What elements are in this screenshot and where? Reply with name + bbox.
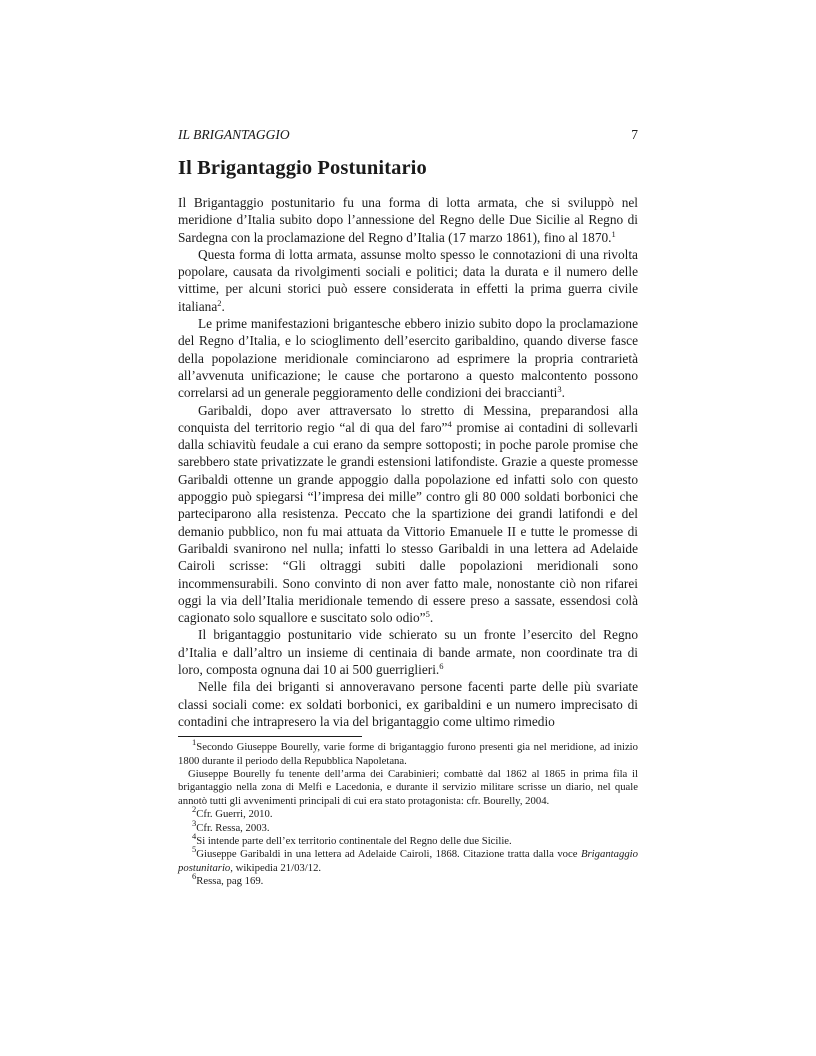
footnote-ref-1: 1	[611, 228, 616, 239]
running-header	[178, 127, 638, 145]
paragraph-1: Il Brigantaggio postunitario fu una forma di lotta armata, che si sviluppò nel meridione d’Italia subito dopo l’annessione del Regno delle Due Sicilie al Regno di Sardegna con la proclamazione del Regno d’Italia (17 marzo 1861), fino al 1870.$^1$	[178, 195, 638, 245]
footnote-5-italic: Brigantaggio postunitario	[178, 848, 638, 874]
footnote-2: $^2$Cfr. Guerri, 2010.	[192, 804, 273, 821]
chapter-title: Il Brigantaggio Postunitario	[178, 157, 427, 179]
paragraph-4: Garibaldi, dopo aver attraversato lo stretto di Messina, preparandosi alla conquista del territorio regio “al di qua del faro”$^4$ promise ai contadini di sollevarli dalla schiavitù feudale a cui erano da sempre sottoposti; in poche parole promise che sarebbero state privatizzate le grandi estensioni latifondiste. Grazie a queste promesse Garibaldi ottenne un grande appoggio dalla popolazione ed infatti solo con questo appoggio può spiegarsi “l’impresa dei mille” contro gli 80 000 soldati borbonici che parteciparono alla resistenza. Peccato che la spartizione dei grandi latifondi e del demanio pubblico, non fu mai attuata da Vittorio Emanuele II e tutte le promesse di Garibaldi svanirono nel nulla; infatti lo stesso Garibaldi in una lettera ad Adelaide Cairoli scrisse: “Gli oltraggi subiti dalle popolazioni meridionali sono incommensurabili. Sono convinto di non aver fatto male, nonostante ciò non rifarei oggi la via dell’Italia meridionale temendo di essere preso a sassate, essendosi colà cagionato solo squallore e suscitato solo odio”$^5$.	[178, 402, 638, 626]
footnote-ref-5: 5	[425, 609, 430, 620]
document-page	[178, 127, 638, 889]
footnote-6: $^6$Ressa, pag 169.	[192, 871, 264, 888]
footnote-4: $^4$Si intende parte dell’ex territorio continentale del Regno delle due Sicilie.	[192, 831, 512, 848]
footnote-ref-3: 3	[557, 384, 562, 395]
footnote-ref-2: 2	[217, 297, 222, 308]
running-title: IL BRIGANTAGGIO	[178, 127, 290, 142]
footnote-rule	[178, 736, 362, 737]
footnote-5: $^5$Giuseppe Garibaldi in una lettera ad Adelaide Cairoli, 1868. Citazione tratta dalla voce Brigantaggio postunitario, wikipedia 21/03/12.	[178, 844, 638, 874]
paragraph-2: Questa forma di lotta armata, assunse molto spesso le connotazioni di una rivolta popolare, causata da rivolgimenti sociali e politici; data la durata e il numero delle vittime, per alcuni storici può essere considerata in effetti la prima guerra civile italiana$^2$.	[178, 246, 638, 314]
body-text	[178, 194, 638, 730]
footnote-3: $^3$Cfr. Ressa, 2003.	[192, 817, 270, 834]
footnote-1: $^1$Secondo Giuseppe Bourelly, varie forme di brigantaggio furono presenti gia nel meridione, ad inizio 1800 durante il periodo della Repubblica Napoletana.	[178, 737, 638, 767]
footnote-ref-4: 4	[447, 418, 452, 429]
footnote-ref-6: 6	[439, 661, 444, 672]
paragraph-6: Nelle fila dei briganti si annoveravano persone facenti parte delle più svariate classi sociali come: ex soldati borbonici, ex garibaldini e un numero imprecisato di contadini che intrapresero la via del brigantaggio come ultimo rimedio	[178, 679, 638, 729]
paragraph-3: Le prime manifestazioni brigantesche ebbero inizio subito dopo la proclamazione del Regno d’Italia, e lo scioglimento dell’esercito garibaldino, quando diverse fasce della popolazione meridionale cominciarono ad esprimere la propria contrarietà all’avvenuta unificazione; le cause che portarono a questo malcontento possono correlarsi ad un generale peggioramento delle condizioni dei braccianti$^3$.	[178, 316, 638, 401]
footnotes	[178, 737, 638, 888]
footnote-1-continued: Giuseppe Bourelly fu tenente dell’arma dei Carabinieri; combattè dal 1862 al 1865 in prima fila il brigantaggio nella zona di Melfi e Lacedonia, e durante il servizio militare scrisse un diario, nel quale annotò tutti gli avvenimenti principali di cui era stato protagonista: cfr. Bourelly, 2004.	[178, 768, 638, 807]
page-number: 7	[631, 127, 638, 142]
paragraph-5: Il brigantaggio postunitario vide schierato su un fronte l’esercito del Regno d’Italia e dall’altro un insieme di centinaia di bande armate, non coordinate tra di loro, composta ognuna dai 10 ai 500 guerriglieri.$^6$	[178, 627, 638, 678]
